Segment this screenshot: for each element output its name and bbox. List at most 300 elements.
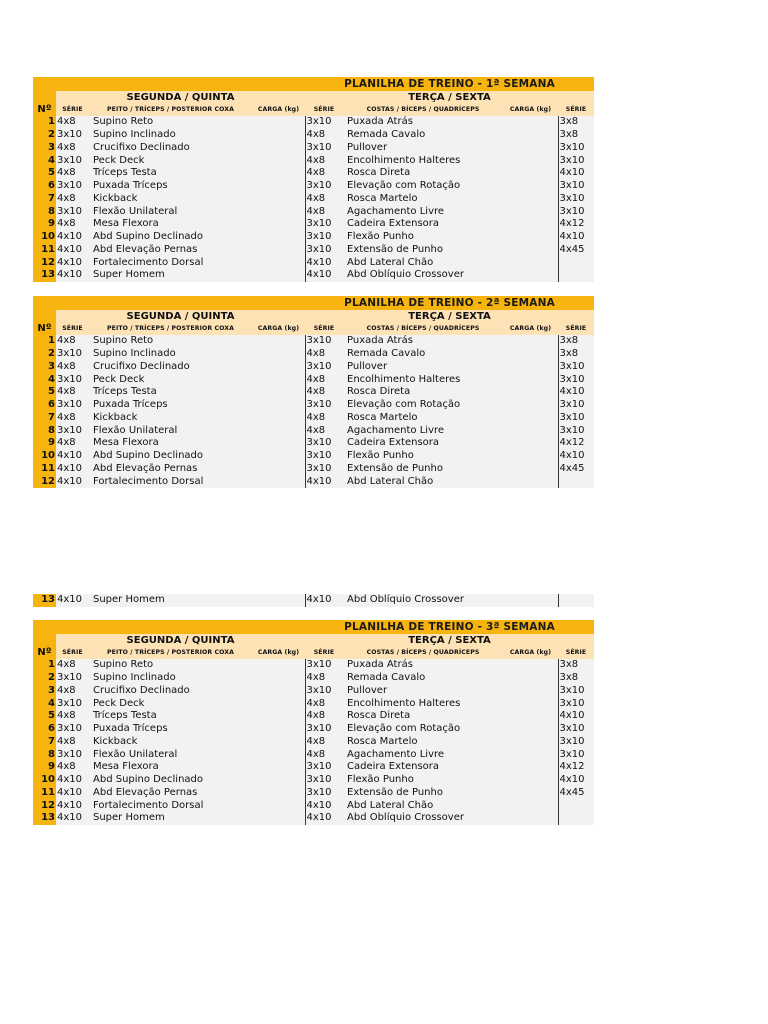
left-exercise: Peck Deck	[89, 373, 252, 386]
table-row	[33, 787, 594, 800]
carga-header-2: CARGA (kg)	[503, 322, 558, 335]
table-row	[33, 736, 594, 749]
right-load	[503, 129, 558, 142]
row-number: 7	[33, 193, 56, 206]
row-number: 7	[33, 412, 56, 425]
left-series: 4x8	[56, 736, 89, 749]
right-exercise: Pullover	[343, 361, 503, 374]
serie-header-3: SÉRIE	[558, 322, 594, 335]
right-load	[503, 193, 558, 206]
row-number: 2	[33, 672, 56, 685]
carga-header-2: CARGA (kg)	[503, 646, 558, 659]
right-series-2: 4x12	[558, 437, 594, 450]
left-exercise: Puxada Tríceps	[89, 180, 252, 193]
left-exercise: Supino Inclinado	[89, 672, 252, 685]
right-series: 3x10	[305, 787, 343, 800]
left-series: 4x10	[56, 799, 89, 812]
row-number: 1	[33, 116, 56, 129]
right-series-2: 3x8	[558, 335, 594, 348]
left-series: 4x10	[56, 269, 89, 282]
right-exercise: Remada Cavalo	[343, 129, 503, 142]
right-series: 3x10	[305, 361, 343, 374]
left-exercise: Puxada Tríceps	[89, 723, 252, 736]
right-exercise: Rosca Martelo	[343, 193, 503, 206]
right-series: 4x8	[305, 167, 343, 180]
left-series: 4x8	[56, 142, 89, 155]
right-load	[503, 256, 558, 269]
row-number: 3	[33, 361, 56, 374]
right-day-header: TERÇA / SEXTA	[305, 634, 594, 646]
right-day-header: TERÇA / SEXTA	[305, 91, 594, 103]
left-load	[252, 180, 305, 193]
left-exercise: Supino Inclinado	[89, 348, 252, 361]
left-load	[252, 129, 305, 142]
right-load	[503, 463, 558, 476]
right-load	[503, 723, 558, 736]
table-row	[33, 412, 594, 425]
right-series: 3x10	[305, 218, 343, 231]
right-exercise: Abd Oblíquio Crossover	[343, 812, 503, 825]
right-exercise: Rosca Direta	[343, 710, 503, 723]
left-load	[252, 659, 305, 672]
carga-header: CARGA (kg)	[252, 646, 305, 659]
right-series: 3x10	[305, 659, 343, 672]
right-series-2: 4x10	[558, 450, 594, 463]
right-load	[503, 710, 558, 723]
left-load	[252, 361, 305, 374]
right-load	[503, 361, 558, 374]
right-exercise: Abd Lateral Chão	[343, 475, 503, 488]
right-load	[503, 154, 558, 167]
left-series: 3x10	[56, 180, 89, 193]
right-group-header: COSTAS / BÍCEPS / QUADRÍCEPS	[343, 103, 503, 116]
right-load	[503, 167, 558, 180]
right-series: 4x10	[305, 256, 343, 269]
left-load	[252, 463, 305, 476]
left-load	[252, 812, 305, 825]
table-row	[33, 812, 594, 825]
table-row	[33, 231, 594, 244]
right-series: 3x10	[305, 116, 343, 129]
left-load	[252, 412, 305, 425]
left-exercise: Flexão Unilateral	[89, 424, 252, 437]
row-number: 13	[33, 269, 56, 282]
left-series: 4x8	[56, 659, 89, 672]
right-series-2: 3x10	[558, 205, 594, 218]
left-series: 4x10	[56, 231, 89, 244]
right-series: 3x10	[305, 685, 343, 698]
left-series: 4x10	[56, 787, 89, 800]
table-row	[33, 475, 594, 488]
right-load	[503, 685, 558, 698]
left-exercise: Supino Inclinado	[89, 129, 252, 142]
right-series: 4x8	[305, 348, 343, 361]
right-series: 4x8	[305, 373, 343, 386]
right-series: 3x10	[305, 437, 343, 450]
right-exercise: Flexão Punho	[343, 231, 503, 244]
right-series-2: 3x10	[558, 142, 594, 155]
row-number: 12	[33, 256, 56, 269]
sheet-title: PLANILHA DE TREINO - 1ª SEMANA	[305, 77, 594, 91]
left-exercise: Fortalecimento Dorsal	[89, 256, 252, 269]
table-row	[33, 424, 594, 437]
left-exercise: Super Homem	[89, 269, 252, 282]
left-load	[252, 231, 305, 244]
left-series: 3x10	[56, 697, 89, 710]
left-series: 3x10	[56, 672, 89, 685]
right-series-2	[558, 812, 594, 825]
right-series: 4x8	[305, 205, 343, 218]
right-series-2: 3x8	[558, 348, 594, 361]
title-spacer	[33, 620, 305, 634]
right-series-2: 4x10	[558, 774, 594, 787]
right-series: 4x10	[305, 812, 343, 825]
left-exercise: Abd Supino Declinado	[89, 774, 252, 787]
row-number: 13	[33, 812, 56, 825]
right-series: 3x10	[305, 399, 343, 412]
left-load	[252, 774, 305, 787]
left-exercise: Super Homem	[89, 594, 252, 607]
serie-header: SÉRIE	[56, 103, 89, 116]
right-exercise: Puxada Atrás	[343, 335, 503, 348]
left-series: 4x8	[56, 218, 89, 231]
sheet-title: PLANILHA DE TREINO - 2ª SEMANA	[305, 296, 594, 310]
right-series: 4x10	[305, 269, 343, 282]
right-series-2: 3x10	[558, 723, 594, 736]
right-series: 4x10	[305, 799, 343, 812]
right-exercise: Rosca Direta	[343, 167, 503, 180]
left-load	[252, 748, 305, 761]
right-series-2: 3x10	[558, 399, 594, 412]
row-number: 2	[33, 129, 56, 142]
left-exercise: Abd Supino Declinado	[89, 231, 252, 244]
serie-header-2: SÉRIE	[305, 103, 343, 116]
left-series: 4x8	[56, 193, 89, 206]
left-load	[252, 116, 305, 129]
carga-header: CARGA (kg)	[252, 103, 305, 116]
left-day-header: SEGUNDA / QUINTA	[56, 634, 305, 646]
num-header: Nº	[33, 646, 56, 659]
num-header: Nº	[33, 103, 56, 116]
row-number: 4	[33, 154, 56, 167]
left-series: 3x10	[56, 723, 89, 736]
right-load	[503, 799, 558, 812]
right-series: 3x10	[305, 723, 343, 736]
right-load	[503, 475, 558, 488]
right-series-2	[558, 256, 594, 269]
left-series: 3x10	[56, 424, 89, 437]
left-load	[252, 386, 305, 399]
row-number: 13	[33, 594, 56, 607]
serie-header-2: SÉRIE	[305, 646, 343, 659]
left-exercise: Mesa Flexora	[89, 437, 252, 450]
left-exercise: Kickback	[89, 412, 252, 425]
left-exercise: Peck Deck	[89, 154, 252, 167]
right-series: 3x10	[305, 761, 343, 774]
table-row	[33, 697, 594, 710]
row-number: 10	[33, 231, 56, 244]
right-exercise: Flexão Punho	[343, 774, 503, 787]
right-series: 4x8	[305, 736, 343, 749]
right-series-2: 3x10	[558, 412, 594, 425]
row-number: 8	[33, 424, 56, 437]
num-header-spacer	[33, 310, 56, 322]
serie-header-2: SÉRIE	[305, 322, 343, 335]
right-day-header: TERÇA / SEXTA	[305, 310, 594, 322]
right-load	[503, 812, 558, 825]
left-series: 3x10	[56, 205, 89, 218]
right-exercise: Remada Cavalo	[343, 672, 503, 685]
row-number: 5	[33, 710, 56, 723]
left-exercise: Fortalecimento Dorsal	[89, 475, 252, 488]
table-row	[33, 116, 594, 129]
right-series-2: 3x10	[558, 361, 594, 374]
title-spacer	[33, 77, 305, 91]
right-series-2	[558, 594, 594, 607]
row-number: 11	[33, 463, 56, 476]
left-series: 4x8	[56, 116, 89, 129]
row-number: 2	[33, 348, 56, 361]
row-number: 4	[33, 373, 56, 386]
left-exercise: Tríceps Testa	[89, 167, 252, 180]
left-series: 4x10	[56, 774, 89, 787]
right-series-2: 4x10	[558, 710, 594, 723]
table-row	[33, 672, 594, 685]
left-load	[252, 335, 305, 348]
left-load	[252, 154, 305, 167]
row-number: 10	[33, 450, 56, 463]
row-number: 8	[33, 748, 56, 761]
left-load	[252, 450, 305, 463]
row-number: 11	[33, 244, 56, 257]
table-row	[33, 361, 594, 374]
table-row	[33, 142, 594, 155]
sheet-week-2-continued	[33, 594, 594, 607]
title-spacer	[33, 296, 305, 310]
right-exercise: Abd Lateral Chão	[343, 256, 503, 269]
left-exercise: Tríceps Testa	[89, 710, 252, 723]
left-series: 4x8	[56, 335, 89, 348]
right-series: 4x8	[305, 710, 343, 723]
row-number: 1	[33, 335, 56, 348]
right-load	[503, 787, 558, 800]
sheet-title: PLANILHA DE TREINO - 3ª SEMANA	[305, 620, 594, 634]
table-row	[33, 774, 594, 787]
left-series: 4x8	[56, 361, 89, 374]
right-series-2: 3x10	[558, 748, 594, 761]
right-exercise: Pullover	[343, 142, 503, 155]
sheet-week-1	[33, 77, 594, 282]
right-load	[503, 373, 558, 386]
right-load	[503, 116, 558, 129]
right-series-2: 3x8	[558, 116, 594, 129]
left-load	[252, 685, 305, 698]
right-exercise: Abd Oblíquio Crossover	[343, 594, 503, 607]
right-load	[503, 205, 558, 218]
right-series-2: 3x10	[558, 373, 594, 386]
table-row	[33, 386, 594, 399]
left-load	[252, 787, 305, 800]
left-group-header: PEITO / TRÍCEPS / POSTERIOR COXA	[89, 103, 252, 116]
row-number: 6	[33, 180, 56, 193]
num-header: Nº	[33, 322, 56, 335]
right-load	[503, 386, 558, 399]
table-row	[33, 256, 594, 269]
right-series: 4x8	[305, 154, 343, 167]
right-load	[503, 399, 558, 412]
sheet-week-3	[33, 620, 594, 825]
left-exercise: Crucifixo Declinado	[89, 361, 252, 374]
right-series: 4x8	[305, 193, 343, 206]
left-series: 3x10	[56, 129, 89, 142]
left-load	[252, 710, 305, 723]
right-load	[503, 748, 558, 761]
table-row	[33, 450, 594, 463]
left-load	[252, 672, 305, 685]
left-series: 4x8	[56, 167, 89, 180]
right-exercise: Encolhimento Halteres	[343, 373, 503, 386]
right-series-2: 4x45	[558, 463, 594, 476]
right-series: 4x8	[305, 672, 343, 685]
carga-header-2: CARGA (kg)	[503, 103, 558, 116]
row-number: 8	[33, 205, 56, 218]
right-load	[503, 594, 558, 607]
right-load	[503, 335, 558, 348]
right-series: 4x8	[305, 412, 343, 425]
right-exercise: Cadeira Extensora	[343, 761, 503, 774]
right-exercise: Rosca Direta	[343, 386, 503, 399]
left-series: 3x10	[56, 348, 89, 361]
right-exercise: Extensão de Punho	[343, 463, 503, 476]
left-load	[252, 218, 305, 231]
right-load	[503, 774, 558, 787]
row-number: 9	[33, 218, 56, 231]
row-number: 12	[33, 799, 56, 812]
right-series: 4x8	[305, 748, 343, 761]
right-series-2: 4x12	[558, 218, 594, 231]
row-number: 11	[33, 787, 56, 800]
right-exercise: Extensão de Punho	[343, 244, 503, 257]
right-exercise: Agachamento Livre	[343, 748, 503, 761]
left-series: 4x8	[56, 437, 89, 450]
left-load	[252, 736, 305, 749]
right-exercise: Abd Lateral Chão	[343, 799, 503, 812]
right-load	[503, 450, 558, 463]
left-load	[252, 167, 305, 180]
right-load	[503, 736, 558, 749]
right-series-2: 3x8	[558, 672, 594, 685]
right-series: 3x10	[305, 231, 343, 244]
carga-header: CARGA (kg)	[252, 322, 305, 335]
right-exercise: Flexão Punho	[343, 450, 503, 463]
left-series: 3x10	[56, 399, 89, 412]
row-number: 12	[33, 475, 56, 488]
left-exercise: Kickback	[89, 736, 252, 749]
row-number: 1	[33, 659, 56, 672]
num-header-spacer	[33, 634, 56, 646]
right-exercise: Pullover	[343, 685, 503, 698]
right-series-2: 3x10	[558, 697, 594, 710]
left-exercise: Mesa Flexora	[89, 218, 252, 231]
table-row	[33, 129, 594, 142]
left-exercise: Tríceps Testa	[89, 386, 252, 399]
right-exercise: Elevação com Rotação	[343, 180, 503, 193]
right-series: 3x10	[305, 142, 343, 155]
table-row	[33, 167, 594, 180]
right-series-2: 3x10	[558, 736, 594, 749]
left-load	[252, 399, 305, 412]
left-load	[252, 269, 305, 282]
right-series-2: 4x12	[558, 761, 594, 774]
right-series: 3x10	[305, 335, 343, 348]
left-series: 4x8	[56, 386, 89, 399]
right-exercise: Agachamento Livre	[343, 424, 503, 437]
right-series-2: 3x10	[558, 180, 594, 193]
right-series-2	[558, 799, 594, 812]
left-series: 4x10	[56, 475, 89, 488]
table-row	[33, 463, 594, 476]
left-exercise: Super Homem	[89, 812, 252, 825]
right-series: 4x8	[305, 697, 343, 710]
left-series: 4x10	[56, 463, 89, 476]
left-exercise: Abd Elevação Pernas	[89, 463, 252, 476]
right-load	[503, 180, 558, 193]
right-series-2: 4x45	[558, 787, 594, 800]
right-series: 3x10	[305, 180, 343, 193]
left-load	[252, 723, 305, 736]
row-number: 3	[33, 142, 56, 155]
right-load	[503, 412, 558, 425]
right-exercise: Encolhimento Halteres	[343, 697, 503, 710]
left-exercise: Supino Reto	[89, 335, 252, 348]
left-exercise: Abd Supino Declinado	[89, 450, 252, 463]
left-load	[252, 373, 305, 386]
right-group-header: COSTAS / BÍCEPS / QUADRÍCEPS	[343, 322, 503, 335]
right-exercise: Puxada Atrás	[343, 116, 503, 129]
right-series-2: 4x10	[558, 386, 594, 399]
left-exercise: Crucifixo Declinado	[89, 142, 252, 155]
right-group-header: COSTAS / BÍCEPS / QUADRÍCEPS	[343, 646, 503, 659]
left-group-header: PEITO / TRÍCEPS / POSTERIOR COXA	[89, 646, 252, 659]
left-load	[252, 697, 305, 710]
row-number: 4	[33, 697, 56, 710]
table-row	[33, 748, 594, 761]
left-load	[252, 424, 305, 437]
right-exercise: Agachamento Livre	[343, 205, 503, 218]
table-row	[33, 180, 594, 193]
table-row	[33, 348, 594, 361]
right-series: 4x8	[305, 129, 343, 142]
serie-header: SÉRIE	[56, 322, 89, 335]
right-load	[503, 142, 558, 155]
row-number: 7	[33, 736, 56, 749]
table-row	[33, 399, 594, 412]
right-load	[503, 761, 558, 774]
right-exercise: Rosca Martelo	[343, 412, 503, 425]
right-series: 4x10	[305, 475, 343, 488]
right-load	[503, 348, 558, 361]
right-load	[503, 672, 558, 685]
serie-header: SÉRIE	[56, 646, 89, 659]
left-exercise: Supino Reto	[89, 116, 252, 129]
left-series: 3x10	[56, 373, 89, 386]
row-number: 9	[33, 437, 56, 450]
left-series: 4x10	[56, 594, 89, 607]
table-row	[33, 193, 594, 206]
table-row	[33, 335, 594, 348]
right-series-2: 3x10	[558, 193, 594, 206]
row-number: 5	[33, 386, 56, 399]
